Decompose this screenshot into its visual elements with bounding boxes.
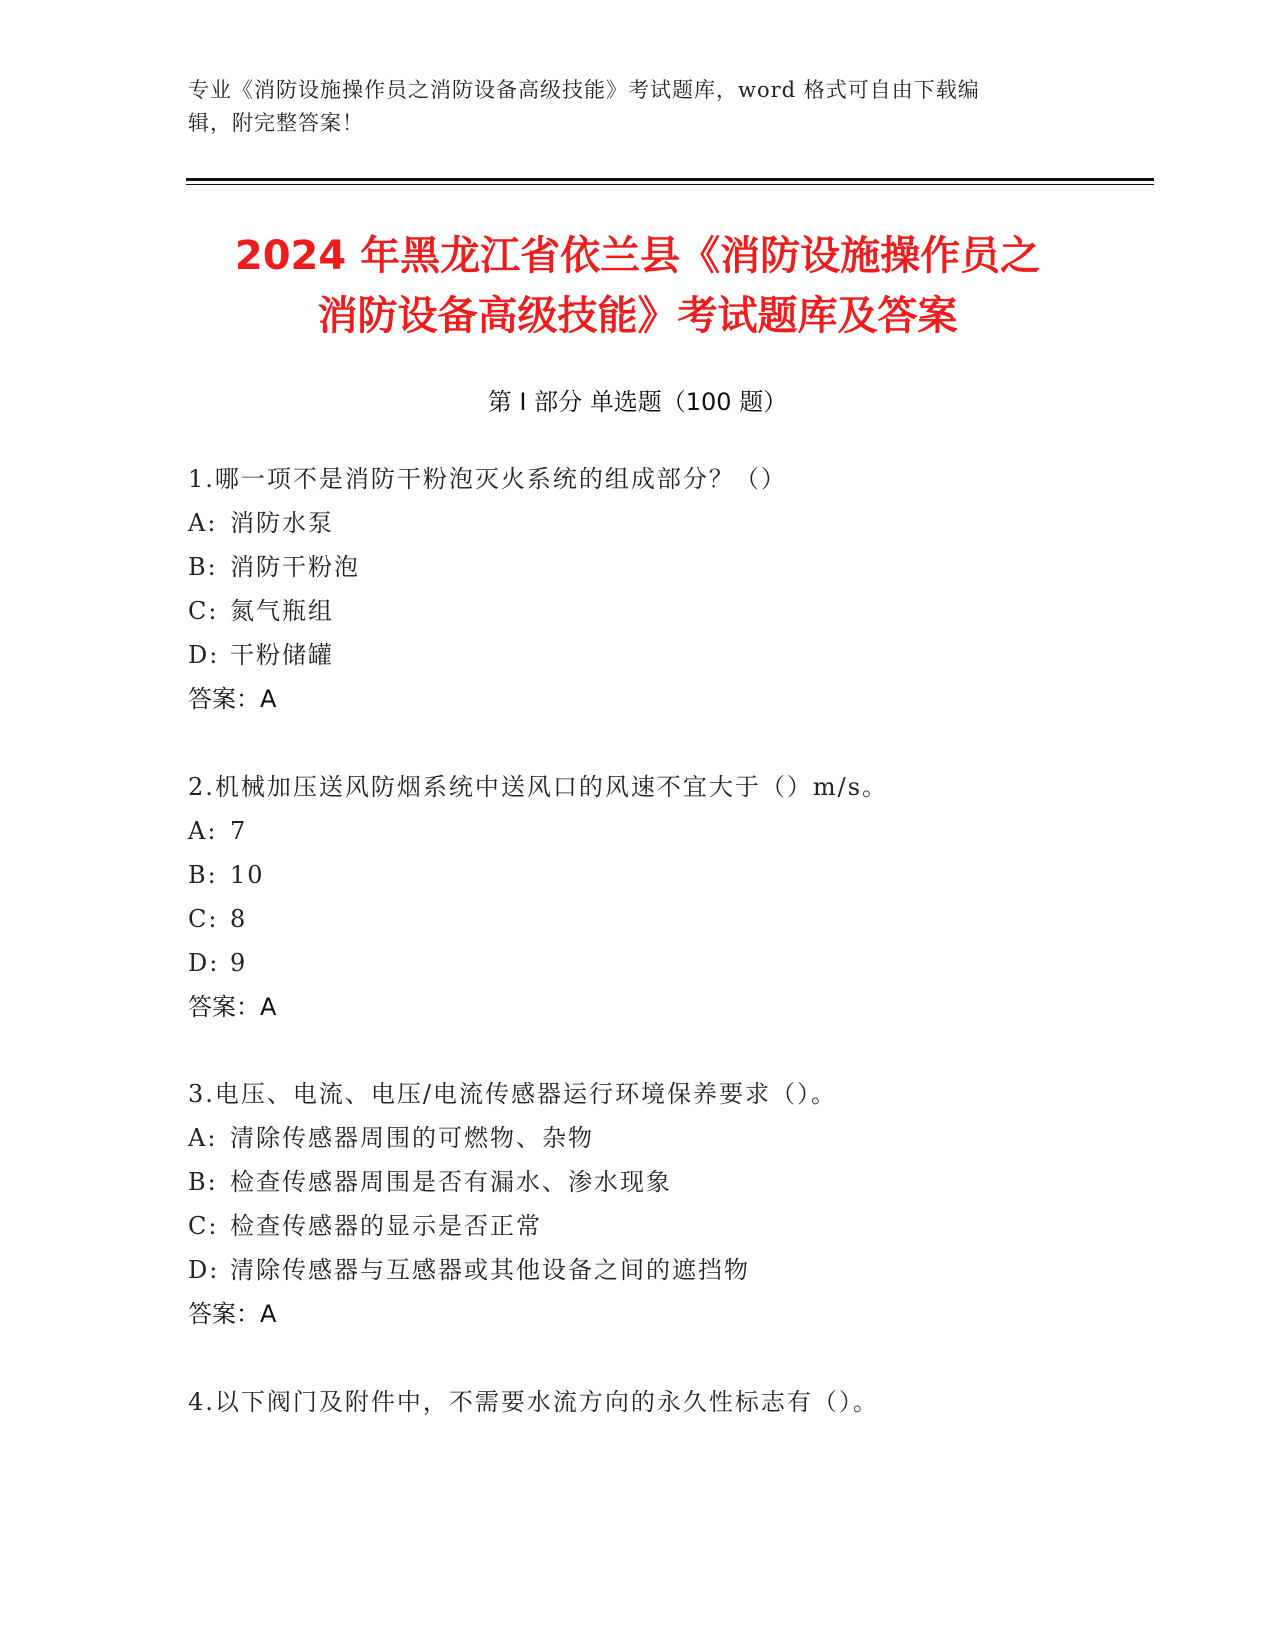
option-text: 检查传感器的显示是否正常 [230,1212,542,1240]
question-2-option-b [188,858,265,892]
question-1-stem: 1.哪一项不是消防干粉泡灭火系统的组成部分？（） [188,465,787,493]
option-label: A: [188,1124,218,1152]
question-2-stem: 2.机械加压送风防烟系统中送风口的风速不宜大于（）m/s。 [188,773,889,801]
option-label: C: [188,1212,219,1240]
option-text: 消防干粉泡 [230,553,360,581]
header-note-line-1: 专业《消防设施操作员之消防设备高级技能》考试题库，word 格式可自由下载编 [188,78,980,102]
question-1-option-d [188,638,334,672]
option-text: 消防水泵 [230,509,334,537]
header-divider-thick [186,178,1154,181]
option-text: 清除传感器与互感器或其他设备之间的遮挡物 [230,1256,750,1284]
question-2-option-c [188,902,247,936]
option-label: C: [188,905,219,933]
option-label: A: [188,817,218,845]
question-3-answer: 答案：A [188,1300,277,1328]
question-1-option-b [188,550,360,584]
document-title [150,226,1125,346]
question-3-option-a [188,1121,594,1155]
option-label: B: [188,861,218,889]
document-title-line-1: 2024 年黑龙江省依兰县《消防设施操作员之 [234,233,1041,279]
question-2-option-a [188,814,247,848]
option-text: 7 [230,817,248,845]
option-label: D: [188,1256,220,1284]
option-label: B: [188,1168,218,1196]
header-note-line-2: 辑，附完整答案！ [188,111,364,135]
question-3-stem: 3.电压、电流、电压/电流传感器运行环境保养要求（）。 [188,1080,837,1108]
option-text: 9 [230,949,248,977]
option-text: 10 [230,861,265,889]
option-text: 氮气瓶组 [230,597,334,625]
option-text: 清除传感器周围的可燃物、杂物 [230,1124,594,1152]
question-1-answer: 答案：A [188,685,277,713]
option-label: D: [188,949,220,977]
option-label: C: [188,597,219,625]
option-label: D: [188,641,220,669]
option-text: 8 [230,905,248,933]
section-title: 第 I 部分 单选题（100 题） [487,388,788,416]
question-3-option-b [188,1165,672,1199]
question-3-option-d [188,1253,750,1287]
option-label: B: [188,553,218,581]
question-4-stem: 4.以下阀门及附件中，不需要水流方向的永久性标志有（）。 [188,1388,879,1416]
question-3-option-c [188,1209,542,1243]
question-2-option-d [188,946,247,980]
header-note [188,74,1088,140]
document-title-line-2: 消防设备高级技能》考试题库及答案 [317,293,958,339]
option-text: 干粉储罐 [230,641,334,669]
question-1-option-c [188,594,334,628]
question-2-answer: 答案：A [188,993,277,1021]
option-label: A: [188,509,218,537]
question-1-option-a [188,506,334,540]
option-text: 检查传感器周围是否有漏水、渗水现象 [230,1168,672,1196]
header-divider-thin [186,184,1154,185]
